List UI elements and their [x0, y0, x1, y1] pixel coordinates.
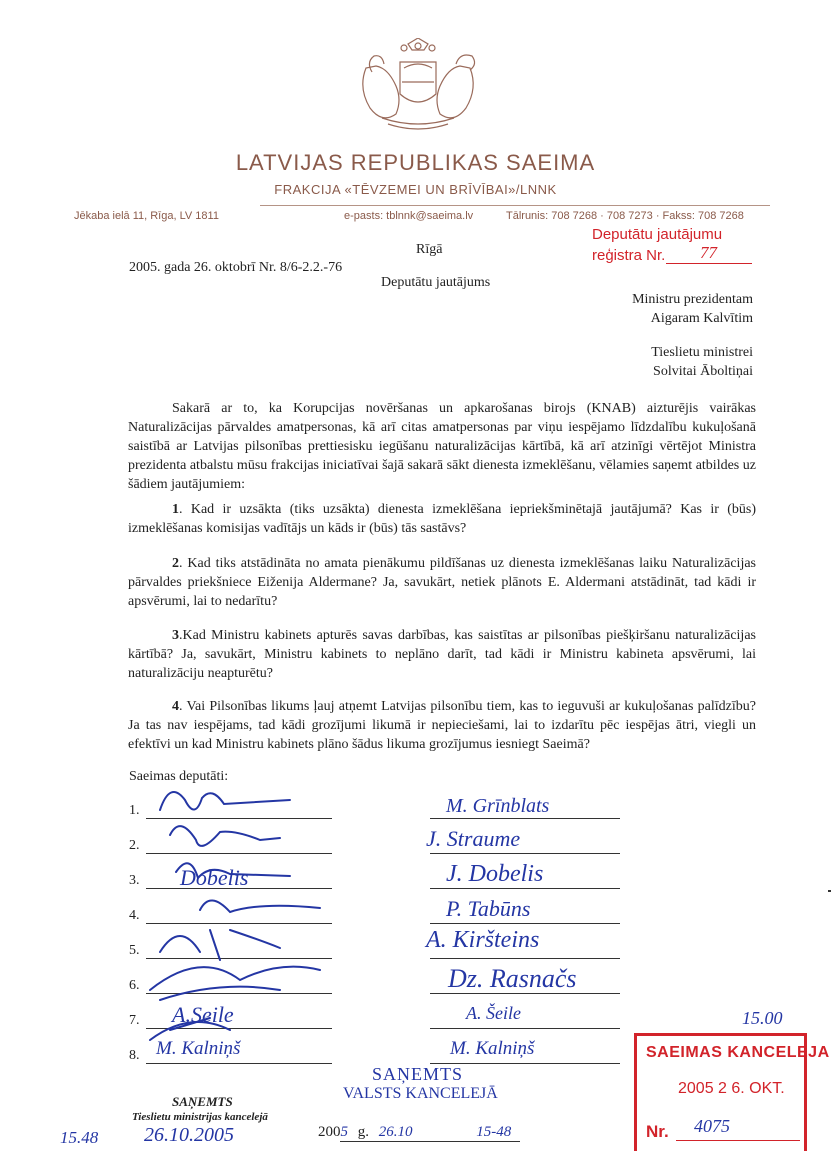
signature-number-4: 4.: [129, 908, 140, 923]
recipient-2-line2: Solvitai Āboltiņai: [653, 364, 753, 379]
printed-name-5: A. Kiršteins: [426, 927, 540, 953]
left-signature-7: A.Seile: [172, 1002, 234, 1027]
signature-number-8: 8.: [129, 1048, 140, 1063]
letterhead-title: LATVIJAS REPUBLIKAS SAEIMA: [235, 150, 596, 175]
printed-name-2: J. Straume: [426, 826, 521, 851]
received-stamp-title: SAŅEMTS: [372, 1064, 464, 1084]
left-signatures-drawing: [140, 780, 340, 1080]
signature-number-7: 7.: [129, 1013, 140, 1028]
question-3-number: 3: [172, 628, 179, 643]
printed-name-6: Dz. Rasnačs: [448, 964, 577, 993]
signature-number-3: 3.: [129, 873, 140, 888]
ministry-stamp-office: Tieslietu ministrijas kancelejā: [132, 1111, 268, 1123]
chancery-stamp-underline: [676, 1140, 800, 1141]
signature-line-right: [430, 958, 620, 959]
recipient-1-line1: Ministru prezidentam: [632, 292, 753, 307]
register-number: 77: [700, 243, 717, 262]
letterhead-email: e-pasts: tblnnk@saeima.lv: [344, 210, 474, 222]
letterhead-phones: Tālrunis: 708 7268 · 708 7273 · Fakss: 708 7268: [506, 210, 744, 222]
chancery-hand-time: 15.00: [742, 1008, 783, 1028]
chancery-stamp-title: SAEIMAS KANCELEJA: [646, 1044, 830, 1061]
ministry-stamp-date: 26.10.2005: [144, 1124, 234, 1146]
question-2: 2. Kad tiks atstādināta no amata pienākumu pildīšanas uz dienesta izmeklēšanas laiku Naturalizācijas pārvaldes priekšniece Eiženija Aldermane? Ja, savukārt, netiek plānots E. Aldermani atstādināt, tad kādi ir apsvērumi, lai to nedarītu?: [128, 556, 757, 609]
signature-number-1: 1.: [129, 803, 140, 818]
coat-of-arms-icon: [352, 38, 484, 134]
signature-line-right: [430, 888, 620, 889]
question-1: 1. Kad ir uzsākta (tiks uzsākta) dienesta izmeklēšana iepriekšminētajā jautājumā? Kas ir (būs) izmeklēšanas komisijas vadītājs un kāds ir (būs) tās sastāvs?: [128, 502, 756, 536]
ministry-stamp-time: 15.48: [60, 1128, 99, 1147]
signature-line-right: [430, 1028, 620, 1029]
question-1-number: 1: [172, 502, 179, 517]
printed-name-8: M. Kalniņš: [450, 1038, 535, 1059]
intro-paragraph: Sakarā ar to, ka Korupcijas novēršanas un apkarošanas birojs (KNAB) aizturējis vairākas Naturalizācijas pārvaldes amatpersonas, kā arī citas amatpersonas par viņu iespējamo līdzdalību kukuļošanā saistībā ar Latvijas pilsonības prettiesisku iegūšanu naturalizācijas kārtībā, kā arī atzinīgi vērtējot Ministra prezidenta atbalstu mūsu frakcijas iniciatīvai šajā sakarā sākt dienesta izmeklēšanu, vēlamies saņemt atbildes uz šādiem jautājumiem:: [128, 401, 756, 492]
recipient-2-line1: Tieslietu ministrei: [651, 345, 753, 360]
chancery-stamp-nr-value: 4075: [694, 1116, 730, 1136]
letterhead-subtitle: FRAKCIJA «TĒVZEMEI UN BRĪVĪBAI»/LNNK: [274, 182, 557, 197]
question-2-number: 2: [172, 556, 179, 571]
signature-line-right: [430, 853, 620, 854]
received-stamp-office: VALSTS KANCELEJĀ: [343, 1085, 498, 1102]
signature-line-right: [430, 923, 620, 924]
question-3: 3.Kad Ministru kabinets apturēs savas darbības, kas saistītas ar pilsonības piešķiršanu naturalizācijas kārtībā? Ja, savukārt, Ministru kabinets to neplāno darīt, tad kādi ir Ministru kabineta apsvērumi, lai naturalizāciju neapturētu?: [128, 628, 756, 681]
register-stamp-line1: Deputātu jautājumu: [592, 226, 723, 243]
document-title: Deputātu jautājums: [381, 275, 491, 290]
printed-name-7: A. Šeile: [466, 1003, 521, 1023]
signature-number-5: 5.: [129, 943, 140, 958]
date-reference: 2005. gada 26. oktobrī Nr. 8/6-2.2.-76: [129, 260, 343, 275]
chancery-stamp-nr-label: Nr.: [646, 1122, 669, 1141]
signatures-label: Saeimas deputāti:: [129, 769, 229, 784]
recipient-1-line2: Aigaram Kalvītim: [650, 311, 753, 326]
left-signature-3: Dobelis: [180, 865, 249, 890]
signature-number-2: 2.: [129, 838, 140, 853]
question-4-number: 4: [172, 699, 179, 714]
printed-name-4: P. Tabūns: [446, 896, 531, 921]
signature-number-6: 6.: [129, 978, 140, 993]
ministry-stamp-title: SAŅEMTS: [172, 1094, 233, 1109]
signature-line-right: [430, 818, 620, 819]
letterhead-address: Jēkaba ielā 11, Rīga, LV 1811: [74, 210, 219, 222]
received-stamp-underline: [340, 1141, 520, 1142]
chancery-stamp-date: 2005 2 6. OKT.: [678, 1080, 785, 1097]
register-stamp-underline: [666, 263, 752, 264]
printed-name-3: J. Dobelis: [446, 861, 544, 887]
printed-name-1: M. Grīnblats: [446, 795, 550, 817]
place: Rīgā: [416, 242, 443, 257]
question-4: 4. Vai Pilsonības likums ļauj atņemt Latvijas pilsonību tiem, kas to ieguvuši ar kukuļošanas palīdzību? Ja tas nav iespējams, tad kādi grozījumi likumā ir nepieciešami, lai to izdarītu pēc iespējas ātri, viegli un efektīvi un kad Ministru kabinets plāno šādus likuma grozījumus iesniegt Saeimā?: [128, 699, 756, 752]
received-stamp-dateline: 2005 g. 26.10 15-48: [318, 1124, 512, 1140]
left-signature-8: M. Kalniņš: [156, 1038, 241, 1059]
register-stamp-label: reģistra Nr.: [592, 247, 666, 264]
letterhead-divider: [260, 205, 770, 206]
